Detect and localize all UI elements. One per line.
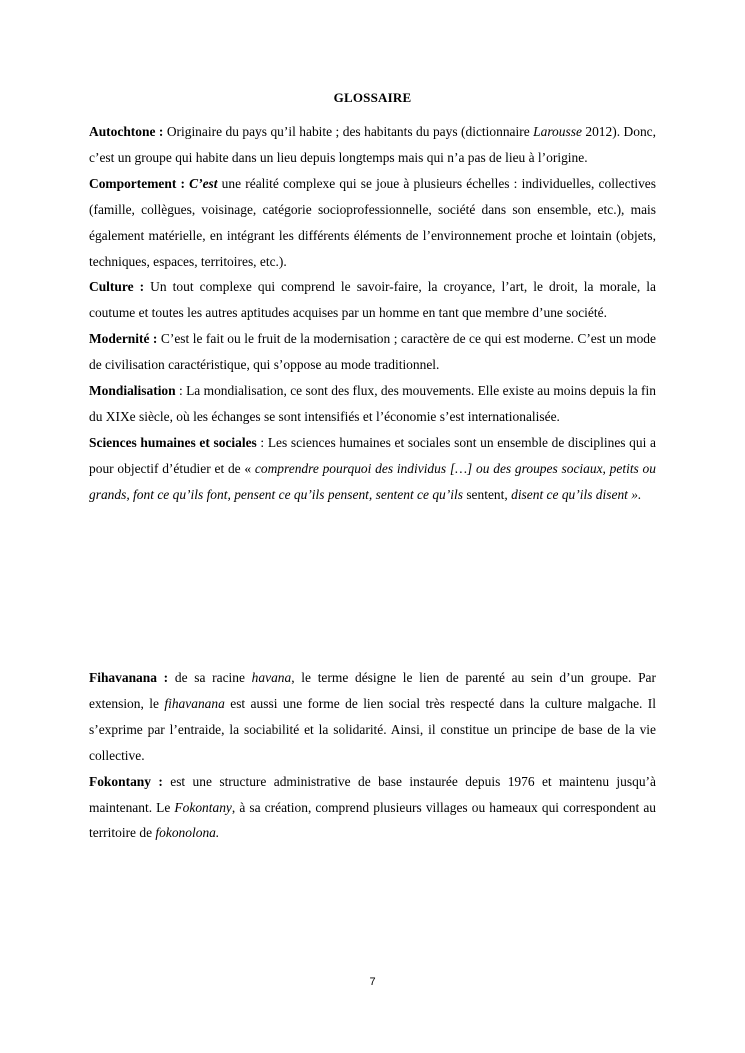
page-number: 7: [369, 976, 376, 988]
term-culture: Culture :: [89, 279, 145, 295]
entry-comportement: [89, 171, 656, 275]
glossary-block-2: [89, 665, 656, 846]
term-modernite: Modernité :: [89, 331, 158, 347]
definition-text: , le terme désigne le lien de parenté au sein d’un groupe. Par extension, le: [89, 670, 657, 711]
entry-autochtone: [89, 119, 656, 171]
definition-text: est aussi une forme de lien social très respecté dans la culture malgache. Il s’exprime par l’entraide, la sociabilité et la solidarité. Ainsi, il constitue un principe de base de la vie collective.: [89, 695, 656, 763]
definition-text: 2012). Donc, c’est un groupe qui habite dans un lieu depuis longtemps mais qui n’a pas de lieu à l’origine.: [89, 124, 656, 165]
definition-italic: fihavanana: [164, 695, 225, 711]
definition-text: , à sa création, comprend plusieurs villages ou hameaux qui correspondent au territoire de: [89, 799, 656, 841]
entry-culture: [89, 274, 656, 326]
definition-text: de sa racine: [168, 670, 252, 685]
page-title: GLOSSAIRE: [333, 90, 412, 105]
definition-italic-quote: comprendre pourquoi des individus […] ou des groupes sociaux, petits ou grands, font ce qu’ils font, pensent ce qu’ils pensent, sentent ce qu’ils: [89, 460, 656, 502]
definition-italic: Larousse: [533, 124, 582, 139]
glossary-block-1: [89, 119, 656, 508]
definition-text: C’est le fait ou le fruit de la modernisation ; caractère de ce qui est moderne. C’est un mode de civilisation caractéristique, qui s’oppose au mode traditionnel.: [89, 331, 656, 373]
definition-text: Un tout complexe qui comprend le savoir-faire, la croyance, l’art, le droit, la morale, la coutume et toutes les autres aptitudes acquises par un homme en tant que membre d’une société.: [89, 279, 656, 321]
definition-italic: Fokontany: [174, 799, 232, 815]
definition-text: sentent,: [462, 486, 512, 502]
term-sciences-humaines: Sciences humaines et sociales: [89, 434, 257, 450]
term-fihavanana: Fihavanana :: [89, 670, 169, 685]
definition-italic-quote: disent ce qu’ils disent ».: [511, 486, 642, 502]
entry-fihavanana: [89, 665, 656, 769]
definition-text: une réalité complexe qui se joue à plusieurs échelles : individuelles, collectives (famille, collègues, voisinage, catégorie socioprofessionnelle, société dans son ensemble, etc.), mais également matérielle, en intégrant les différents éléments de l’environnement proche et lointain (objets, techniques, espaces, territoires, etc.).: [89, 175, 656, 269]
definition-italic: havana: [251, 670, 292, 685]
term-comportement: Comportement :: [89, 175, 185, 191]
definition-text: : Les sciences humaines et sociales sont un ensemble de disciplines qui a pour objectif d’étudier et de «: [89, 434, 656, 476]
entry-mondialisation: [89, 378, 656, 430]
definition-text: Originaire du pays qu’il habite ; des habitants du pays (dictionnaire: [163, 124, 534, 139]
definition-text: est une structure administrative de base instaurée depuis 1976 et maintenu jusqu’à maintenant. Le: [89, 773, 656, 815]
entry-fokontany: [89, 769, 656, 847]
term-mondialisation: Mondialisation: [89, 383, 176, 399]
definition-italic: fokonolona.: [155, 825, 220, 841]
entry-sciences-humaines: [89, 430, 656, 508]
term-fokontany: Fokontany :: [89, 773, 163, 789]
term-autochtone: Autochtone :: [89, 124, 164, 139]
entry-modernite: [89, 326, 656, 378]
definition-bold-italic: C’est: [189, 175, 218, 191]
definition-text: : La mondialisation, ce sont des flux, des mouvements. Elle existe au moins depuis la fin du XIXe siècle, où les échanges se sont intensifiés et l’économie s’est internationalisée.: [89, 383, 656, 424]
